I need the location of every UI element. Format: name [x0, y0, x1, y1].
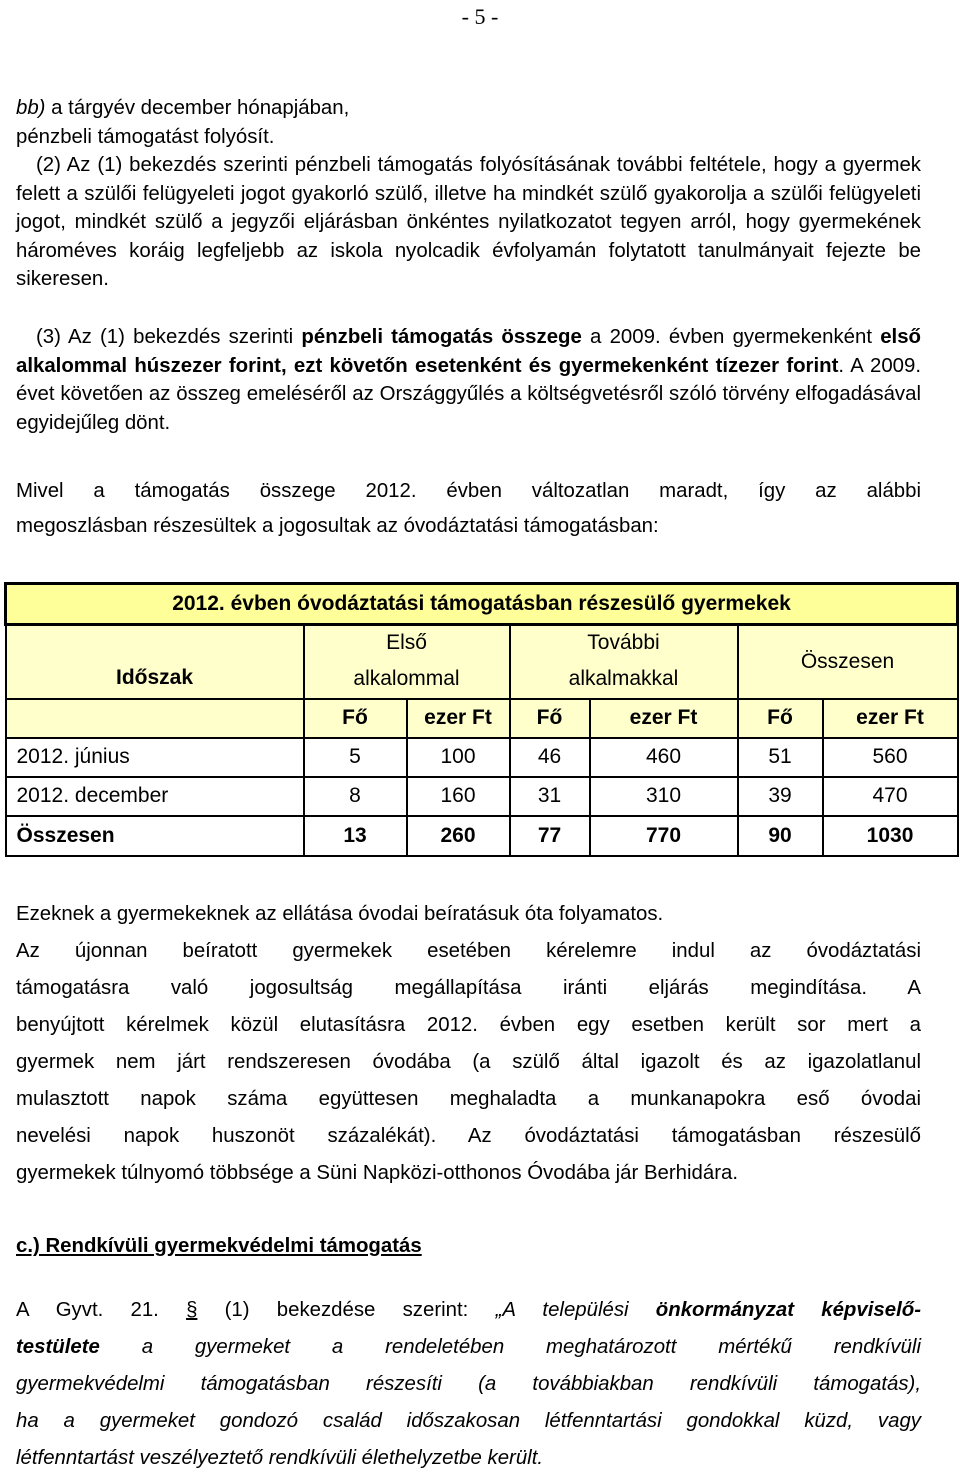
paragraph-5-line: gyermekek túlnyomó többsége a Süni Napközi-otthonos Óvodába jár Berhidára. [16, 1162, 739, 1184]
page-number: - 5 - [461, 4, 499, 29]
table-cell: 260 [407, 816, 510, 856]
table-cell: 13 [304, 816, 407, 856]
section-sign: § [186, 1299, 198, 1321]
paragraph-6-line1 [16, 1292, 921, 1329]
row-period: Összesen [6, 816, 304, 856]
p6-italic: a gyermeket a rendeletében meghatározott mértékű rendkívüli [99, 1336, 921, 1358]
row-period: 2012. december [6, 777, 304, 816]
col-first-header-1: Első [304, 625, 510, 661]
paragraph-4 [16, 474, 921, 544]
subheader-fo: Fő [304, 699, 407, 738]
paragraph-bb [16, 94, 921, 151]
p6-text: (1) bekezdése szerint: [197, 1299, 496, 1321]
table-cell: 310 [590, 777, 738, 816]
paragraph-bb-line2: pénzbeli támogatást folyósít. [16, 125, 275, 148]
table-cell: 46 [510, 738, 590, 777]
p6-text: A Gyvt. 21. [16, 1299, 187, 1321]
subheader-empty [6, 699, 304, 738]
item-marker: bb) [16, 97, 46, 119]
table-row [6, 738, 958, 777]
paragraph-6 [16, 1292, 921, 1477]
table-row [6, 777, 958, 816]
paragraph-5-line: mulasztott napok száma együttesen meghaladta a munkanapokra eső óvodai [16, 1088, 921, 1110]
paragraph-5-line: gyermek nem járt rendszeresen óvodába (a szülő által igazolt és az igazolatlanul [16, 1051, 921, 1073]
subheader-fo: Fő [738, 699, 823, 738]
subheader-eft: ezer Ft [407, 699, 510, 738]
p6-bold-italic: testülete [16, 1336, 100, 1358]
table-cell: 560 [823, 738, 958, 777]
col-first-header-2: alkalommal [304, 661, 510, 699]
subheader-eft: ezer Ft [823, 699, 958, 738]
paragraph-2: (2) Az (1) bekezdés szerinti pénzbeli támogatás folyósításának további feltétele, hogy a gyermek felett a szülői felügyeleti jogot gyakorló szülő, illetve ha mindkét szülő gyakorolja a szülői felügyeleti jogot, mindkét szülő a jegyzői eljárásban önkéntes nyilatkozatot tegyen arról, hogy gyermekének hároméves koráig legfeljebb az iskola nyolcadik évfolyamán folytatott tanulmányait fejezte be sikeresen. [16, 154, 921, 291]
paragraph-5-line: nevelési napok huszonöt százalékát). Az óvodáztatási támogatásban részesülő [16, 1125, 921, 1147]
table-cell: 90 [738, 816, 823, 856]
table-cell: 160 [407, 777, 510, 816]
table-cell: 5 [304, 738, 407, 777]
paragraph-5-line: benyújtott kérelmek közül elutasításra 2012. évben egy esetben került sor mert a [16, 1014, 921, 1036]
para3-text1: (3) Az (1) bekezdés szerinti [36, 326, 302, 348]
col-total-header: Összesen [738, 625, 958, 699]
paragraph-4-line2: megoszlásban részesültek a jogosultak az óvodáztatási támogatásban: [16, 515, 659, 537]
col-period-header: Időszak [6, 625, 304, 699]
para3-text3: . A 2009. évet követően az összeg emeléséről az Országgyűlés a költségvetésről szóló törvény elfogadásával egyidejűleg dönt. [16, 354, 922, 434]
table-cell: 51 [738, 738, 823, 777]
table-cell: 39 [738, 777, 823, 816]
table-cell: 8 [304, 777, 407, 816]
table-cell: 77 [510, 816, 590, 856]
p6-italic: „A települési [495, 1299, 656, 1321]
section-heading: c.) Rendkívüli gyermekvédelmi támogatás [16, 1235, 422, 1257]
table-cell: 770 [590, 816, 738, 856]
table-cell: 31 [510, 777, 590, 816]
paragraph-5-line: támogatásra való jogosultság megállapítása iránti eljárás megindítása. A [16, 977, 921, 999]
paragraph-5-line: Ezeknek a gyermekeknek az ellátása óvodai beíratásuk óta folyamatos. [16, 903, 664, 925]
para3-bold2: első alkalommal húszezer forint, ezt követőn esetenként és gyermekenként tízezer forint [16, 326, 921, 377]
col-further-header-2: alkalmakkal [510, 661, 738, 699]
paragraph-5 [16, 896, 921, 1192]
para3-text2: a 2009. évben gyermekenként [581, 326, 881, 348]
paragraph-6-line3: gyermekvédelmi támogatásban részesíti (a továbbiakban rendkívüli támogatás), [16, 1373, 921, 1395]
paragraph-3 [16, 323, 921, 437]
paragraph-6-line4: ha a gyermeket gondozó család időszakosan létfenntartási gondokkal küzd, vagy [16, 1410, 921, 1432]
subheader-fo: Fő [510, 699, 590, 738]
paragraph-6-line5: létfenntartást veszélyeztető rendkívüli élethelyzetbe került. [16, 1447, 544, 1469]
paragraph-bb-line1: a tárgyév december hónapjában, [45, 97, 350, 119]
table-cell: 1030 [823, 816, 958, 856]
table-total-row [6, 816, 958, 856]
p6-bold-italic: önkormányzat képviselő- [655, 1299, 921, 1321]
table-cell: 460 [590, 738, 738, 777]
para3-bold1: pénzbeli támogatás összege [301, 326, 582, 348]
table-title: 2012. évben óvodáztatási támogatásban részesülő gyermekek [6, 584, 958, 625]
paragraph-4-line1: Mivel a támogatás összege 2012. évben változatlan maradt, így az alábbi [16, 480, 921, 502]
table-cell: 100 [407, 738, 510, 777]
row-period: 2012. június [6, 738, 304, 777]
paragraph-6-line2 [16, 1329, 921, 1366]
kindergarten-support-table [4, 582, 959, 857]
paragraph-5-line: Az újonnan beíratott gyermekek esetében kérelemre indul az óvodáztatási [16, 940, 921, 962]
subheader-eft: ezer Ft [590, 699, 738, 738]
col-further-header-1: További [510, 625, 738, 661]
table-cell: 470 [823, 777, 958, 816]
